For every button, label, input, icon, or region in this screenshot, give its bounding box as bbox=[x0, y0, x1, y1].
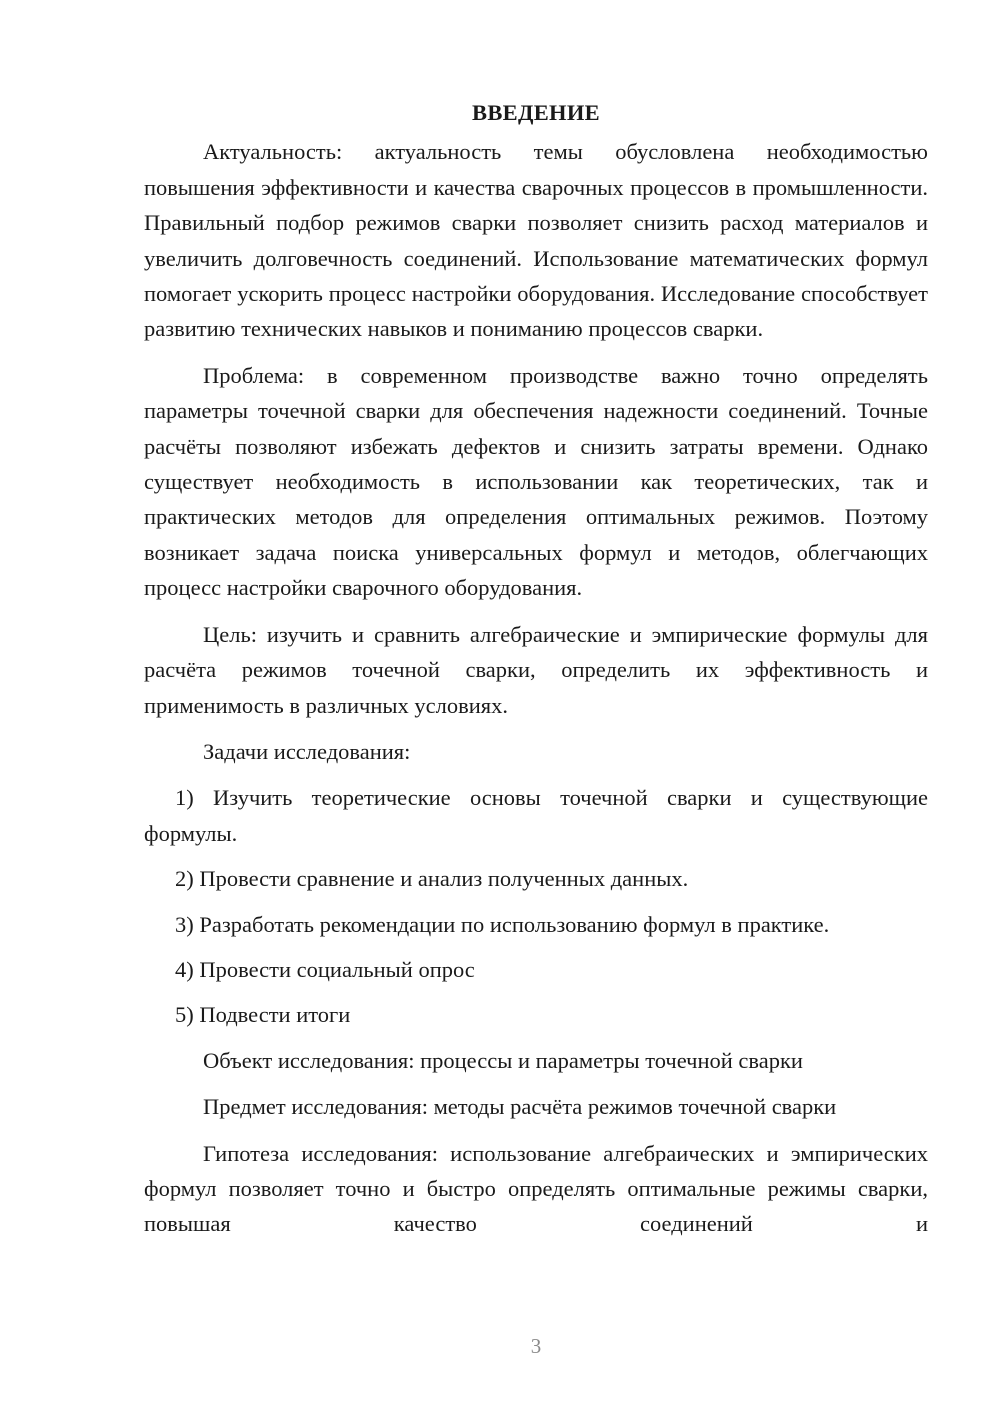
task-item: 1) Изучить теоретические основы точечной сварки и существующие формулы. bbox=[144, 785, 928, 846]
task-item: 4) Провести социальный опрос bbox=[175, 956, 475, 982]
tasks-heading: Задачи исследования: bbox=[203, 738, 411, 764]
page-body bbox=[144, 95, 928, 1253]
hypothesis-paragraph: Гипотеза исследования: использование алгебраических и эмпирических формул позволяет точно и быстро определять оптимальные режимы сварки, повышая качество соединений и bbox=[144, 1140, 928, 1237]
goal-paragraph: Цель: изучить и сравнить алгебраические и эмпирические формулы для расчёта режимов точечной сварки, определить их эффективность и применимость в различных условиях. bbox=[144, 621, 928, 718]
relevance-paragraph: Актуальность: актуальность темы обусловлена необходимостью повышения эффективности и качества сварочных процессов в промышленности. Правильный подбор режимов сварки позволяет снизить расход материалов и увеличить долговечность соединений. Использование математических формул помогает ускорить процесс настройки оборудования. Исследование способствует развитию технических навыков и пониманию процессов сварки. bbox=[144, 139, 928, 342]
subject-paragraph: Предмет исследования: методы расчёта режимов точечной сварки bbox=[203, 1094, 837, 1120]
task-item: 5) Подвести итоги bbox=[175, 1002, 351, 1028]
task-item: 2) Провести сравнение и анализ полученных данных. bbox=[175, 866, 689, 892]
page-number: 3 bbox=[530, 1334, 542, 1358]
page-title: ВВЕДЕНИЕ bbox=[472, 100, 600, 125]
task-item: 3) Разработать рекомендации по использованию формул в практике. bbox=[175, 911, 830, 937]
problem-paragraph: Проблема: в современном производстве важно точно определять параметры точечной сварки для обеспечения надежности соединений. Точные расчёты позволяют избежать дефектов и снизить затраты времени. Однако существует необходимость в использовании как теоретических, так и практических методов для определения оптимальных режимов. Поэтому возникает задача поиска универсальных формул и методов, облегчающих процесс настройки сварочного оборудования. bbox=[144, 362, 928, 601]
object-paragraph: Объект исследования: процессы и параметры точечной сварки bbox=[203, 1047, 803, 1073]
